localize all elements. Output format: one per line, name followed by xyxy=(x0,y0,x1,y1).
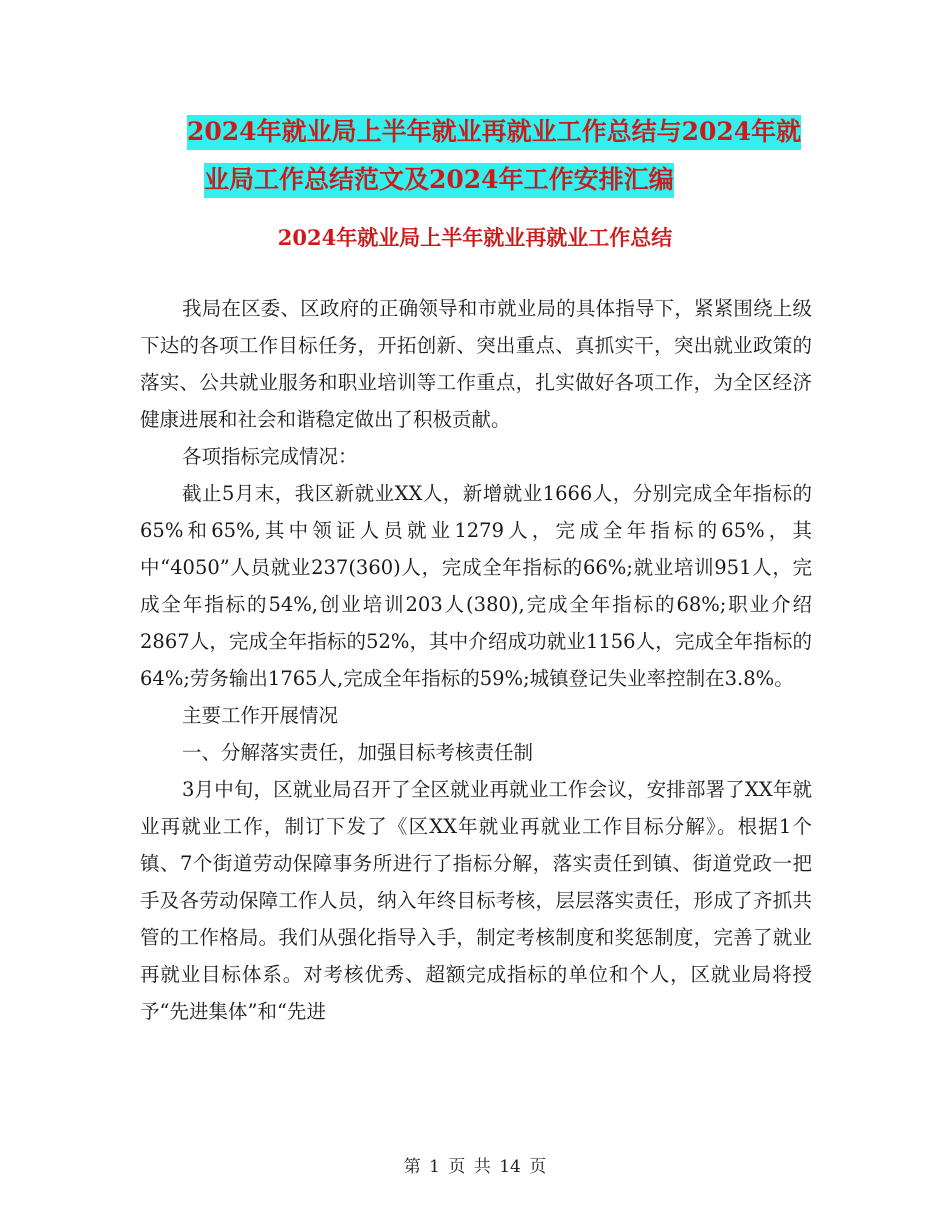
paragraph-subheading-1: 一、分解落实责任，加强目标考核责任制 xyxy=(182,741,534,764)
main-title-line-1-text: 2024年就业局上半年就业再就业工作总结与2024年就 xyxy=(187,115,801,150)
main-title-line-2-text: 业局工作总结范文及2024年工作安排汇编 xyxy=(204,163,674,198)
paragraph-intro: 我局在区委、区政府的正确领导和市就业局的具体指导下，紧紧围绕上级下达的各项工作目标任务，开拓创新、突出重点、真抓实干，突出就业政策的落实、公共就业服务和职业培训等工作重点，扎实做好各项工作，为全区经济健康进展和社会和谐稳定做出了积极贡献。 xyxy=(140,297,812,431)
main-title-line-2 xyxy=(140,156,830,204)
main-title-line-1 xyxy=(140,108,830,156)
paragraph-main-work-heading: 主要工作开展情况 xyxy=(182,704,339,727)
main-title xyxy=(140,108,830,204)
paragraph-indicators-heading: 各项指标完成情况： xyxy=(182,445,358,468)
paragraph-responsibility: 3月中旬，区就业局召开了全区就业再就业工作会议，安排部署了XX年就业再就业工作，制订下发了《区XX年就业再就业工作目标分解》。根据1个镇、7个街道劳动保障事务所进行了指标分解，落实责任到镇、街道党政一把手及各劳动保障工作人员，纳入年终目标考核，层层落实责任，形成了齐抓共管的工作格局。我们从强化指导入手，制定考核制度和奖惩制度，完善了就业再就业目标体系。对考核优秀、超额完成指标的单位和个人，区就业局将授予“先进集体”和“先进 xyxy=(140,778,812,1023)
section-title: 2024年就业局上半年就业再就业工作总结 xyxy=(277,225,673,250)
page-footer: 第 1 页 共 14 页 xyxy=(403,1157,547,1177)
paragraph-indicators: 截止5月末，我区新就业XX人，新增就业1666人，分别完成全年指标的65%和65%,其中领证人员就业1279人，完成全年指标的65%，其中“4050”人员就业237(360)人，完成全年指标的66%;就业培训951人，完成全年指标的54%,创业培训203人(380),完成全年指标的68%;职业介绍2867人，完成全年指标的52%，其中介绍成功就业1156人，完成全年指标的64%;劳务输出1765人,完成全年指标的59%;城镇登记失业率控制在3.8%。 xyxy=(140,482,812,690)
body-text xyxy=(140,290,812,1030)
